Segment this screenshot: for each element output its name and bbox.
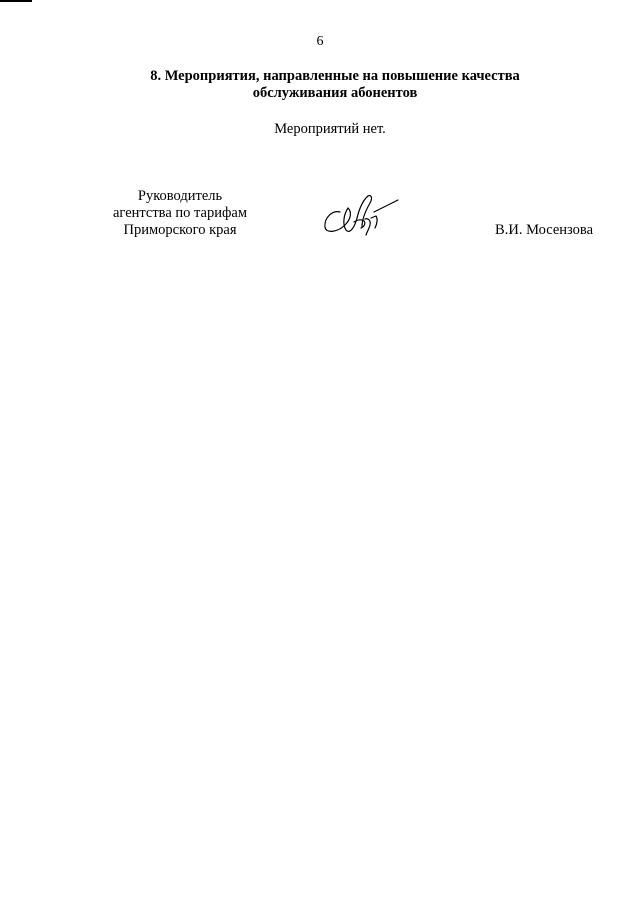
signatory-title-line-1: Руководитель (137, 188, 223, 204)
signatory-title-line-2: агентства по тарифам (113, 205, 247, 221)
section-body-text: Мероприятий нет. (274, 121, 386, 137)
handwritten-signature (318, 192, 400, 240)
section-heading-line-1: 8. Мероприятия, направленные на повышение качества (150, 68, 520, 84)
corner-crop-mark (0, 0, 32, 2)
page-number: 6 (316, 34, 324, 49)
signatory-name: В.И. Мосензова (495, 222, 593, 238)
section-heading-line-2: обслуживания абонентов (252, 85, 418, 101)
signatory-title (80, 188, 280, 239)
signatory-title-line-3: Приморского края (123, 222, 237, 238)
section-heading (0, 68, 640, 102)
